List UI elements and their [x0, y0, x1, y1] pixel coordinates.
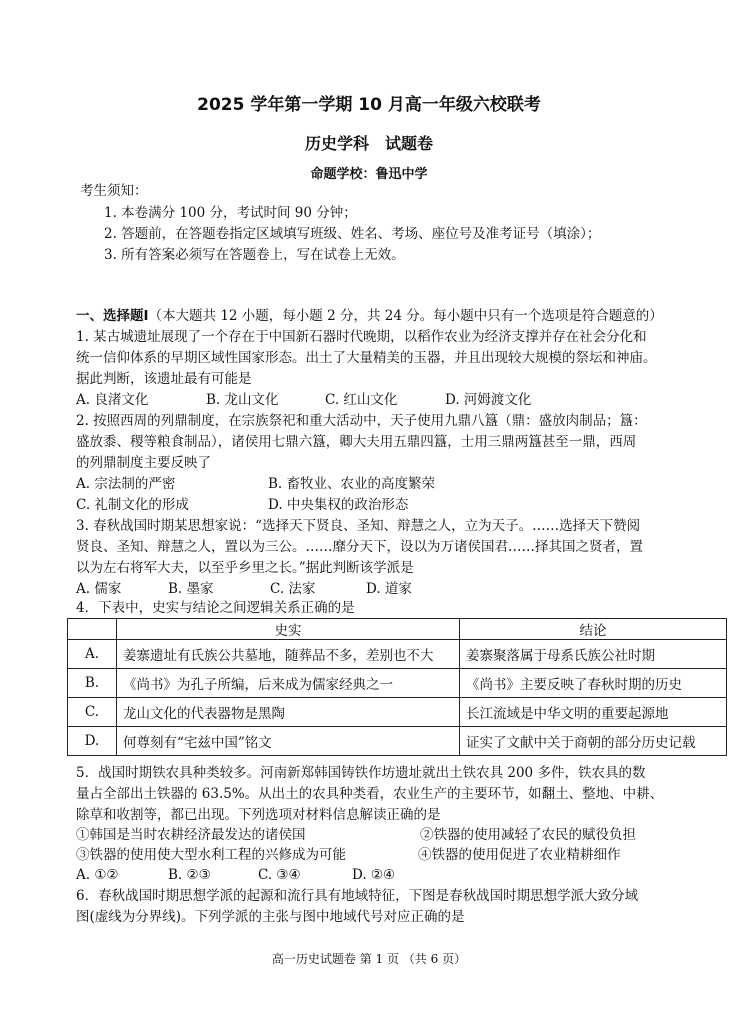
- q6-line: 6．春秋战国时期思想学派的起源和流行具有地域特征，下图是春秋战国时期思想学派大致分域: [76, 888, 639, 904]
- q4-table: [67, 618, 727, 756]
- q1-line: 统一信仰体系的早期区域性国家形态。出土了大量精美的玉器，并且出现较大规模的祭坛和神庙。: [76, 350, 657, 366]
- table-row: [68, 640, 727, 669]
- q3-line: 以为左右将军大夫，以至乎乡里之长。”据此判断该学派是: [76, 560, 414, 576]
- table-header: 结论: [460, 619, 727, 640]
- q2-option: D. 中央集权的政治形态: [268, 497, 409, 513]
- q2-option: B. 畜牧业、农业的高度繁荣: [268, 476, 436, 492]
- row-key: C.: [68, 698, 117, 727]
- table-row: [68, 698, 727, 727]
- table-row: [68, 727, 727, 756]
- q5-line: 量占全部出土铁器的 63.5%。从出土的农具种类看，农业生产的主要环节，如翻土、整地、中耕、: [76, 786, 664, 802]
- q5-line: 除草和收割等，都已出现。下列选项对材料信息解读正确的是: [76, 807, 441, 823]
- q1-option: A. 良渚文化: [76, 392, 149, 408]
- q1-option: D. 河姆渡文化: [445, 392, 532, 408]
- exam-title: 2025 学年第一学期 10 月高一年级六校联考: [197, 95, 541, 115]
- q5-line: 5．战国时期铁农具种类较多。河南新郑韩国铸铁作坊遗址就出土铁农具 200 多件，铁农具的数: [76, 765, 646, 781]
- q2-option: A. 宗法制的严密: [76, 476, 176, 492]
- subject-title: 历史学科 试题卷: [304, 134, 433, 153]
- table-header: 史实: [117, 619, 460, 640]
- q5-statement: ②铁器的使用减轻了农民的赋役负担: [420, 827, 636, 843]
- q1-line: 1. 某古城遗址展现了一个存在于中国新石器时代晚期，以稻作农业为经济支撑并存在社会分化和: [76, 329, 647, 345]
- row-key: A.: [68, 640, 117, 669]
- q5-option: C. ③④: [258, 867, 301, 883]
- row-conclusion: 长江流域是中华文明的重要起源地: [460, 698, 727, 727]
- row-conclusion: 证实了文献中关于商朝的部分历史记载: [460, 727, 727, 756]
- row-fact: 姜寨遗址有氏族公共墓地，随葬品不多，差别也不大: [117, 640, 460, 669]
- q2-line: 的列鼎制度主要反映了: [76, 455, 211, 471]
- q1-option: C. 红山文化: [325, 392, 398, 408]
- page-footer: 高一历史试题卷 第 1 页 （共 6 页）: [271, 952, 467, 966]
- notice-item: 3. 所有答案必须写在答题卷上，写在试卷上无效。: [104, 247, 405, 263]
- notice-item: 1. 本卷满分 100 分，考试时间 90 分钟；: [104, 205, 357, 221]
- q3-option: A. 儒家: [76, 581, 122, 597]
- q6-line: 图(虚线为分界线)。下列学派的主张与图中地域代号对应正确的是: [76, 909, 465, 925]
- table-row: [68, 669, 727, 698]
- q5-statement: ④铁器的使用促进了农业精耕细作: [418, 847, 621, 863]
- q3-option: C. 法家: [270, 581, 316, 597]
- section-title: 一、选择题Ⅰ: [76, 308, 149, 324]
- q5-statement: ③铁器的使用使大型水利工程的兴修成为可能: [76, 847, 346, 863]
- row-fact: 龙山文化的代表器物是黑陶: [117, 698, 460, 727]
- row-conclusion: 姜寨聚落属于母系氏族公社时期: [460, 640, 727, 669]
- q5-option: A. ①②: [76, 867, 119, 883]
- notice-heading: 考生须知：: [80, 183, 148, 199]
- q1-line: 据此判断，该遗址最有可能是: [76, 371, 252, 387]
- q1-option: B. 龙山文化: [206, 392, 279, 408]
- row-fact: 何尊刻有“宅兹中国”铭文: [117, 727, 460, 756]
- notice-item: 2. 答题前，在答题卷指定区域填写班级、姓名、考场、座位号及准考证号（填涂）；: [104, 226, 601, 242]
- row-key: B.: [68, 669, 117, 698]
- q3-option: B. 墨家: [168, 581, 214, 597]
- q2-line: 2. 按照西周的列鼎制度，在宗族祭祀和重大活动中，天子使用九鼎八簋（鼎：盛放肉制品；簋：: [76, 413, 647, 429]
- section-desc: （本大题共 12 小题，每小题 2 分，共 24 分。每小题中只有一个选项是符合题意的）: [148, 308, 663, 324]
- q4-stem: 4．下表中，史实与结论之间逻辑关系正确的是: [76, 600, 355, 616]
- q3-line: 贤良、圣知、辩慧之人，置以为三公。……靡分天下，设以为万诸侯国君……择其国之贤者，置: [76, 539, 643, 555]
- row-fact: 《尚书》为孔子所编，后来成为儒家经典之一: [117, 669, 460, 698]
- q2-option: C. 礼制文化的形成: [76, 497, 189, 513]
- q5-option: B. ②③: [168, 867, 211, 883]
- row-conclusion: 《尚书》主要反映了春秋时期的历史: [460, 669, 727, 698]
- q3-option: D. 道家: [366, 581, 412, 597]
- q5-option: D. ②④: [352, 867, 396, 883]
- q2-line: 盛放黍、稷等粮食制品），诸侯用七鼎六簋，卿大夫用五鼎四簋，士用三鼎两簋甚至一鼎，西周: [76, 434, 637, 450]
- q3-line: 3. 春秋战国时期某思想家说：“选择天下贤良、圣知、辩慧之人，立为天子。……选择天下赞阅: [76, 518, 641, 534]
- q5-statement: ①韩国是当时农耕经济最发达的诸侯国: [76, 827, 306, 843]
- row-key: D.: [68, 727, 117, 756]
- school-line: 命题学校：鲁迅中学: [310, 167, 428, 182]
